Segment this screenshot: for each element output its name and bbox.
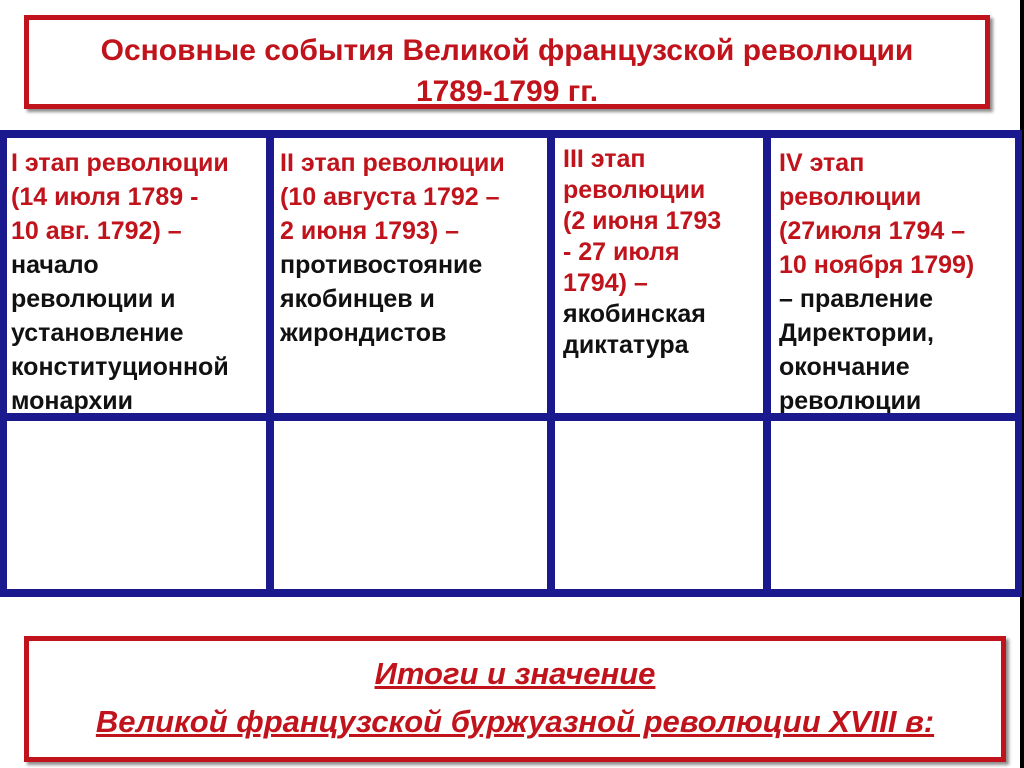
title-line-2: 1789-1799 гг. (415, 75, 599, 108)
stage-4-cell (771, 138, 1015, 413)
stage-2-cell (274, 138, 547, 413)
stage-2-desc-line: жирондистов (280, 319, 447, 347)
stages-table (0, 130, 1022, 597)
stage-2-desc-line: противостояние (280, 251, 483, 279)
results-heading: Итоги и значение (374, 656, 656, 691)
stage-3-cell (555, 138, 763, 413)
stage-4-desc-line: – правление (779, 285, 933, 313)
stage-3-dates-mid: - 27 июля (563, 238, 680, 266)
stage-4-heading: IV этап (779, 149, 865, 177)
stage-3-desc-line: якобинская (563, 300, 706, 328)
stage-3-empty-cell (555, 421, 763, 589)
stage-1-desc-line: начало (11, 251, 99, 279)
stage-2-desc-line: якобинцев и (280, 285, 435, 313)
stage-1-text (11, 146, 229, 413)
stage-3-dates-start: (2 июня 1793 (563, 207, 722, 235)
stage-1-desc-line: революции и (11, 285, 176, 313)
stage-2-dates-end: 2 июня 1793) – (280, 217, 459, 245)
stage-1-desc-line: установление (11, 319, 184, 347)
stage-1-desc-line: монархии (11, 387, 134, 413)
results-frame (24, 636, 1006, 762)
stage-1-dates-start: (14 июля 1789 - (11, 183, 199, 211)
title-line-1: Основные события Великой французской революции (100, 34, 914, 67)
stage-3-dates-end: 1794) – (563, 269, 648, 297)
stage-3-desc-line: диктатура (563, 331, 689, 359)
stage-4-empty-cell (771, 421, 1015, 589)
stage-2-heading: II этап революции (280, 149, 505, 177)
stage-4-heading-cont: революции (779, 183, 922, 211)
stage-4-desc-line: революции (779, 387, 922, 413)
title-frame (24, 15, 990, 109)
stage-1-heading: I этап революции (11, 149, 229, 177)
stage-3-text (563, 144, 721, 361)
stage-2-dates-start: (10 августа 1792 – (280, 183, 500, 211)
stage-4-desc-line: Директории, (779, 319, 935, 347)
stage-3-heading: III этап (563, 145, 646, 173)
results-subheading: Великой французской буржуазной революции XVIII в: (95, 704, 935, 739)
stage-2-text (280, 146, 505, 350)
stage-4-desc-line: окончание (779, 353, 910, 381)
stage-4-text (779, 146, 974, 413)
stage-2-empty-cell (274, 421, 547, 589)
stage-1-cell (7, 138, 266, 413)
stage-4-dates-start: (27июля 1794 – (779, 217, 966, 245)
stage-4-dates-end: 10 ноября 1799) (779, 251, 975, 279)
stage-1-dates-end: 10 авг. 1792) – (11, 217, 182, 245)
stage-3-heading-cont: революции (563, 176, 706, 204)
stage-1-empty-cell (7, 421, 266, 589)
stage-1-desc-line: конституционной (11, 353, 229, 381)
